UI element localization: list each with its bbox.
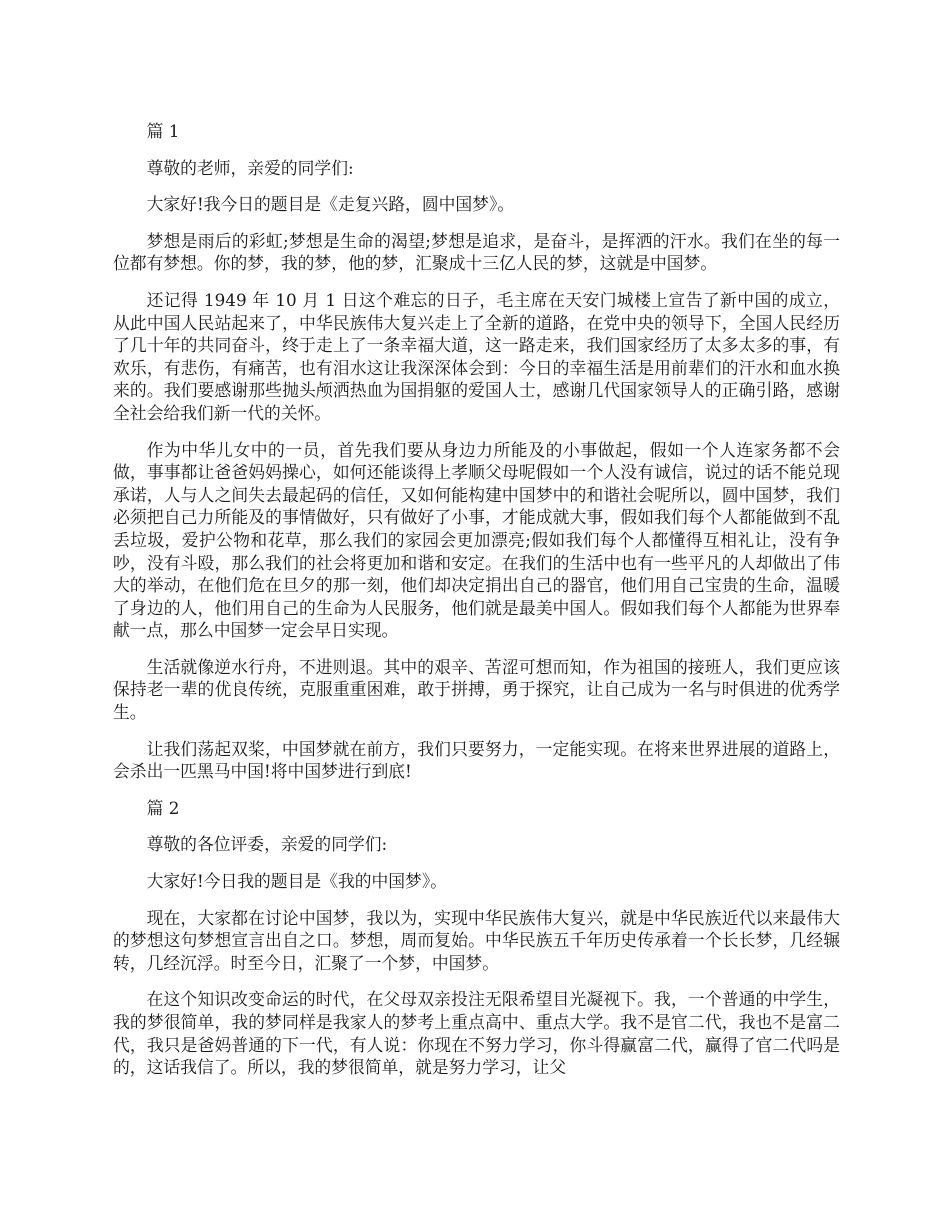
opening-line-2: 大家好!今日我的题目是《我的中国梦》。 [146, 871, 448, 892]
document-body [113, 120, 840, 1093]
section-heading-2: 篇 2 [146, 797, 180, 818]
body-paragraph: 生活就像逆水行舟，不进则退。其中的艰辛、苦涩可想而知，作为祖国的接班人，我们更应该保持老一辈的优良传统，克服重重困难，敢于拼搏，勇于探究，让自己成为一名与时俱进的优秀学生。 [113, 656, 840, 723]
section-heading-1: 篇 1 [146, 121, 180, 141]
body-paragraph: 还记得 1949 年 10 月 1 日这个难忘的日子，毛主席在天安门城楼上宣告了新中国的成立，从此中国人民站起来了，中华民族伟大复兴走上了全新的道路，在党中央的领导下，全国人民经历了几十年的共同奋斗，终于走上了一条幸福大道，这一路走来，我们国家经历了太多太多的事，有欢乐，有悲伤，有痛苦，也有泪水这让我深深体会到：今日的幸福生活是用前辈们的汗水和血水换来的。我们要感谢那些抛头颅洒热血为国捐躯的爱国人士，感谢几代国家领导人的正确引路，感谢全社会给我们新一代的关怀。 [113, 289, 840, 423]
body-paragraph: 在这个知识改变命运的时代，在父母双亲投注无限希望目光凝视下。我，一个普通的中学生，我的梦很简单，我的梦同样是我家人的梦考上重点高中、重点大学。我不是官二代，我也不是富二代，我只是爸妈普通的下一代，有人说：你现在不努力学习，你斗得赢富二代，赢得了官二代吗是的，这话我信了。所以，我的梦很简单，就是努力学习，让父 [113, 989, 840, 1078]
body-paragraph: 梦想是雨后的彩虹;梦想是生命的渴望;梦想是追求，是奋斗，是挥洒的汗水。我们在坐的每一位都有梦想。你的梦，我的梦，他的梦，汇聚成十三亿人民的梦，这就是中国梦。 [113, 230, 840, 274]
body-paragraph: 让我们荡起双桨，中国梦就在前方，我们只要努力，一定能实现。在将来世界进展的道路上，会杀出一匹黑马中国!将中国梦进行到底! [113, 738, 840, 782]
body-paragraph: 现在，大家都在讨论中国梦，我以为，实现中华民族伟大复兴，就是中华民族近代以来最伟大的梦想这句梦想宣言出自之口。梦想，周而复始。中华民族五千年历史传承着一个长长梦，几经辗转，几经沉浮。时至今日，汇聚了一个梦，中国梦。 [113, 907, 840, 973]
body-paragraph: 作为中华儿女中的一员，首先我们要从身边力所能及的小事做起，假如一个人连家务都不会做，事事都让爸爸妈妈操心，如何还能谈得上孝顺父母呢假如一个人没有诚信，说过的话不能兑现承诺，人与人之间失去最起码的信任，又如何能构建中国梦中的和谐社会呢所以，圆中国梦，我们必须把自己力所能及的事情做好，只有做好了小事，才能成就大事，假如我们每个人都能做到不乱丢垃圾，爱护公物和花草，那么我们的家园会更加漂亮;假如我们每个人都懂得互相礼让，没有争吵，没有斗殴，那么我们的社会将更加和谐和安定。在我们的生活中也有一些平凡的人却做出了伟大的举动，在他们危在旦夕的那一刻，他们却决定捐出自己的器官，他们用自己宝贵的生命，温暖了身边的人，他们用自己的生命为人民服务，他们就是最美中国人。假如我们每个人都能为世界奉献一点，那么中国梦一定会早日实现。 [113, 439, 840, 641]
salutation-2: 尊敬的各位评委，亲爱的同学们: [146, 834, 388, 855]
opening-line-1: 大家好!我今日的题目是《走复兴路，圆中国梦》。 [146, 194, 515, 215]
salutation-1: 尊敬的老师，亲爱的同学们: [146, 157, 354, 178]
